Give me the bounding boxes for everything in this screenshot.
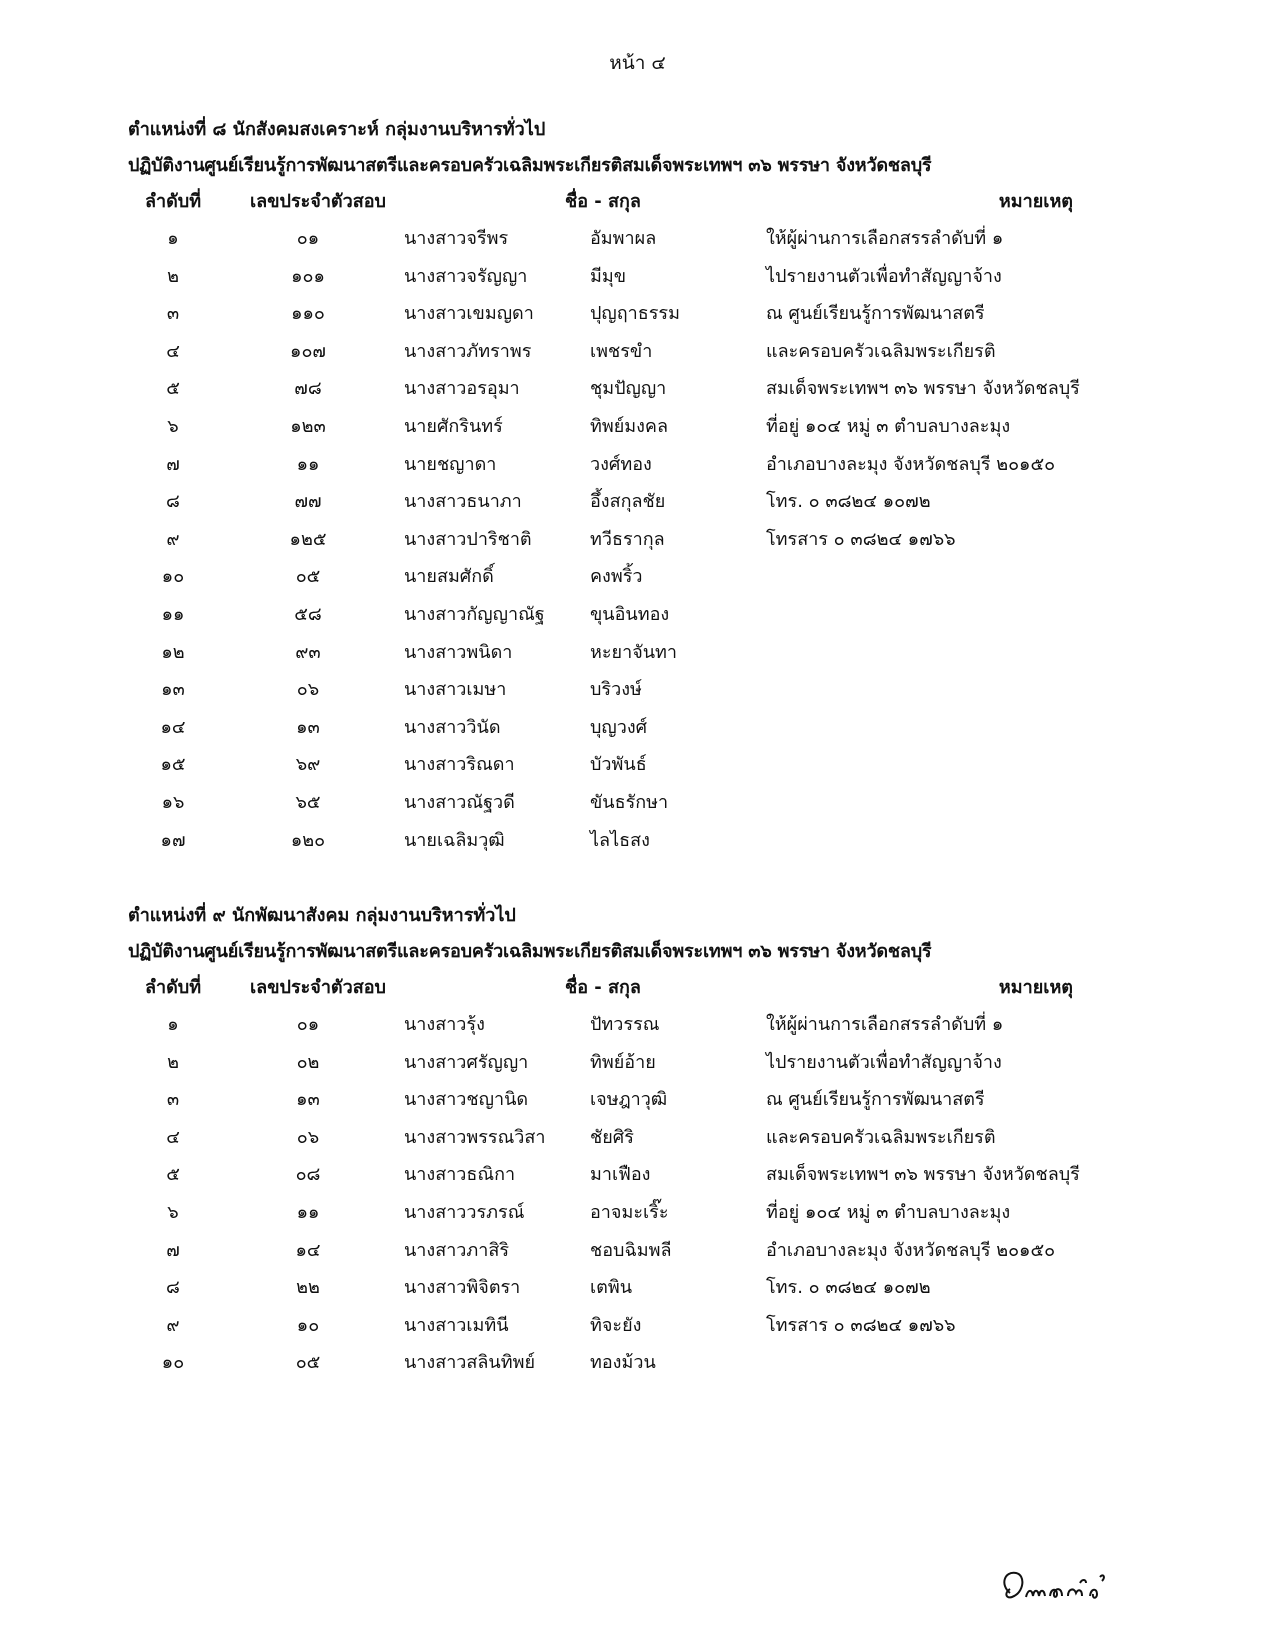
row-order: ๑๒ (161, 641, 185, 663)
row-first-name: นางสาวพรรณวิสา (404, 1126, 546, 1148)
row-first-name: นางสาวจรีพร (404, 228, 509, 249)
row-exam-id: ๗๘ (294, 378, 322, 400)
row-exam-id: ๑๑ (296, 1201, 320, 1223)
table-row (128, 258, 1238, 296)
row-exam-id: ๕๘ (294, 603, 322, 625)
row-last-name: ขันธรักษา (590, 791, 669, 813)
row-remark: ที่อยู่ ๑๐๔ หมู่ ๓ ตำบลบางละมุง (766, 415, 1011, 437)
table-row (128, 746, 1238, 784)
row-first-name: นางสาวธณิกา (404, 1164, 516, 1186)
row-last-name: อัมพาผล (590, 228, 657, 249)
row-last-name: ชอบฉิมพลี (590, 1239, 672, 1261)
row-last-name: ปัทวรรณ (590, 1014, 660, 1035)
table-row (128, 1081, 1238, 1119)
table-row (128, 1269, 1238, 1307)
row-first-name: นางสาวจรัญญา (404, 265, 528, 287)
table-row (128, 408, 1238, 446)
row-first-name: นางสาวชญานิด (404, 1089, 529, 1111)
row-remark: อำเภอบางละมุง จังหวัดชลบุรี ๒๐๑๕๐ (766, 453, 1056, 475)
row-order: ๑๐ (161, 566, 185, 588)
row-first-name: นางสาวภัทราพร (404, 340, 532, 362)
row-first-name: นางสาวศรัญญา (404, 1051, 529, 1073)
table-row (128, 1044, 1238, 1082)
row-remark: อำเภอบางละมุง จังหวัดชลบุรี ๒๐๑๕๐ (766, 1239, 1056, 1261)
row-order: ๑๓ (161, 679, 185, 701)
row-last-name: วงศ์ทอง (590, 453, 652, 475)
row-order: ๒ (167, 265, 179, 287)
row-exam-id: ๑๐๗ (290, 340, 326, 362)
row-exam-id: ๑๒๕ (289, 528, 327, 550)
row-order: ๔ (166, 340, 180, 362)
row-exam-id: ๐๑ (296, 228, 320, 249)
row-remark: ณ ศูนย์เรียนรู้การพัฒนาสตรี (766, 303, 985, 325)
row-last-name: มีมุข (590, 265, 627, 287)
row-last-name: ทิพย์อ้าย (590, 1051, 656, 1073)
row-remark: และครอบครัวเฉลิมพระเกียรติ (766, 1126, 996, 1148)
row-last-name: ทองม้วน (590, 1352, 656, 1374)
table-row (128, 1232, 1238, 1270)
row-exam-id: ๑๐ (296, 1314, 320, 1336)
header-order: ลำดับที่ (144, 191, 202, 212)
row-exam-id: ๐๒ (296, 1051, 320, 1073)
row-remark: ไปรายงานตัวเพื่อทำสัญญาจ้าง (766, 1051, 1002, 1073)
row-order: ๖ (167, 415, 179, 437)
row-exam-id: ๐๘ (295, 1164, 321, 1186)
row-last-name: ชุมปัญญา (590, 378, 667, 400)
table-header (128, 970, 1238, 1006)
row-last-name: บุญวงศ์ (590, 716, 648, 738)
row-exam-id: ๑๒๓ (290, 415, 326, 437)
row-remark: โทร. ๐ ๓๘๒๔ ๑๐๗๒ (766, 491, 931, 513)
row-exam-id: ๐๕ (295, 566, 321, 588)
row-order: ๑ (167, 228, 179, 249)
row-exam-id: ๒๒ (296, 1277, 320, 1299)
row-order: ๗ (166, 453, 180, 475)
row-exam-id: ๑๓ (296, 1089, 320, 1111)
row-order: ๑๖ (161, 791, 185, 813)
row-order: ๑๔ (160, 716, 186, 738)
table-row (128, 558, 1238, 596)
row-last-name: ทิพย์มงคล (590, 415, 669, 437)
row-first-name: นางสาวพิจิตรา (404, 1277, 521, 1299)
header-order: ลำดับที่ (144, 977, 202, 998)
row-remark: โทร. ๐ ๓๘๒๔ ๑๐๗๒ (766, 1277, 931, 1299)
row-order: ๑๗ (160, 829, 186, 851)
row-exam-id: ๑๔ (295, 1239, 321, 1261)
row-exam-id: ๑๐๑ (291, 265, 325, 287)
row-order: ๘ (166, 491, 180, 513)
row-last-name: ชัยศิริ (590, 1126, 634, 1148)
row-first-name: นางสาวริณดา (404, 754, 515, 776)
header-exam-id: เลขประจำตัวสอบ (250, 977, 386, 998)
row-first-name: นางสาววรภรณ์ (404, 1201, 525, 1223)
row-first-name: นายเฉลิมวุฒิ (404, 829, 505, 851)
row-last-name: ไลไธสง (590, 829, 650, 851)
row-last-name: อึ้งสกุลชัย (590, 491, 666, 513)
row-exam-id: ๐๕ (295, 1352, 321, 1374)
page-number: หน้า ๔ (609, 52, 666, 74)
table-row (128, 1006, 1238, 1044)
row-remark: ไปรายงานตัวเพื่อทำสัญญาจ้าง (766, 265, 1002, 287)
header-name: ชื่อ - สกุล (565, 977, 641, 998)
table-row (128, 1307, 1238, 1345)
row-exam-id: ๐๖ (296, 1126, 320, 1148)
work-place: ปฏิบัติงานศูนย์เรียนรู้การพัฒนาสตรีและครอบครัวเฉลิมพระเกียรติสมเด็จพระเทพฯ ๓๖ พรรษา จังหวัดชลบุรี (128, 155, 932, 176)
table-row (128, 784, 1238, 822)
row-last-name: หะยาจันทา (590, 641, 678, 663)
row-last-name: ทิจะยัง (590, 1314, 642, 1336)
table-row (128, 709, 1238, 747)
row-last-name: เจษฎาวุฒิ (590, 1089, 668, 1111)
row-exam-id: ๗๗ (294, 491, 322, 513)
row-order: ๑๕ (160, 754, 186, 776)
table-row (128, 1194, 1238, 1232)
table-row (128, 333, 1238, 371)
row-exam-id: ๖๕ (295, 791, 321, 813)
row-first-name: นางสาวภาสิริ (404, 1239, 510, 1261)
row-first-name: นางสาวณัฐวดี (404, 791, 515, 813)
row-exam-id: ๑๓ (296, 716, 320, 738)
row-order: ๔ (166, 1126, 180, 1148)
row-order: ๒ (167, 1051, 179, 1073)
row-last-name: บัวพันธ์ (590, 754, 647, 776)
row-first-name: นายศักรินทร์ (404, 415, 503, 437)
row-remark: ให้ผู้ผ่านการเลือกสรรลำดับที่ ๑ (766, 228, 1004, 249)
row-order: ๙ (166, 528, 180, 550)
position-title: ตำแหน่งที่ ๙ นักพัฒนาสังคม กลุ่มงานบริหารทั่วไป (128, 905, 516, 926)
position-9-section (128, 898, 1238, 1382)
table-row (128, 596, 1238, 634)
row-order: ๗ (166, 1239, 180, 1261)
row-first-name: นางสาววินัด (404, 716, 501, 738)
row-exam-id: ๙๓ (295, 641, 321, 663)
row-order: ๘ (166, 1277, 180, 1299)
row-last-name: บริวงษ์ (590, 679, 642, 701)
table-row (128, 671, 1238, 709)
header-name: ชื่อ - สกุล (565, 191, 641, 212)
table-row (128, 822, 1238, 860)
row-first-name: นางสาวเมษา (404, 679, 507, 701)
table-row (128, 370, 1238, 408)
position-8-section (128, 112, 1238, 859)
row-first-name: นางสาวอรอุมา (404, 378, 520, 400)
row-last-name: มาเฟือง (590, 1164, 651, 1186)
row-last-name: อาจมะเริ๊ะ (590, 1201, 669, 1223)
row-last-name: เพชรขำ (590, 340, 653, 362)
table-row (128, 1119, 1238, 1157)
table-row (128, 446, 1238, 484)
row-remark: โทรสาร ๐ ๓๘๒๔ ๑๗๖๖ (766, 528, 956, 550)
row-order: ๑๐ (161, 1352, 185, 1374)
header-remark: หมายเหตุ (998, 191, 1073, 212)
row-order: ๕ (166, 378, 180, 400)
candidate-list (128, 1006, 1238, 1382)
table-row (128, 220, 1238, 258)
row-order: ๙ (166, 1314, 180, 1336)
table-row (128, 521, 1238, 559)
row-remark: ณ ศูนย์เรียนรู้การพัฒนาสตรี (766, 1089, 985, 1111)
row-first-name: นางสาวสลินทิพย์ (404, 1352, 536, 1374)
row-first-name: นายสมศักดิ์ (404, 566, 494, 588)
row-order: ๑๑ (161, 603, 185, 625)
row-first-name: นางสาวพนิดา (404, 641, 513, 663)
header-exam-id: เลขประจำตัวสอบ (250, 191, 386, 212)
row-last-name: ปุญฤาธรรม (590, 303, 680, 325)
row-first-name: นางสาวเขมญดา (404, 303, 534, 325)
work-place: ปฏิบัติงานศูนย์เรียนรู้การพัฒนาสตรีและครอบครัวเฉลิมพระเกียรติสมเด็จพระเทพฯ ๓๖ พรรษา จังหวัดชลบุรี (128, 941, 932, 962)
handwritten-signature (996, 1563, 1116, 1611)
row-first-name: นางสาวรุ้ง (404, 1014, 485, 1035)
row-remark: ให้ผู้ผ่านการเลือกสรรลำดับที่ ๑ (766, 1014, 1004, 1035)
row-order: ๖ (167, 1201, 179, 1223)
table-row (128, 295, 1238, 333)
row-remark: สมเด็จพระเทพฯ ๓๖ พรรษา จังหวัดชลบุรี (766, 378, 1080, 400)
row-exam-id: ๑๑๐ (291, 303, 325, 325)
row-exam-id: ๐๑ (296, 1014, 320, 1035)
row-first-name: นางสาวปาริชาติ (404, 528, 532, 550)
row-last-name: ทวีธรากุล (590, 528, 665, 550)
row-remark: ที่อยู่ ๑๐๔ หมู่ ๓ ตำบลบางละมุง (766, 1201, 1011, 1223)
position-title: ตำแหน่งที่ ๘ นักสังคมสงเคราะห์ กลุ่มงานบริหารทั่วไป (128, 119, 546, 140)
row-first-name: นางสาวธนาภา (404, 491, 522, 513)
row-order: ๕ (166, 1164, 180, 1186)
candidate-list (128, 220, 1238, 859)
table-row (128, 483, 1238, 521)
row-remark: โทรสาร ๐ ๓๘๒๔ ๑๗๖๖ (766, 1314, 956, 1336)
table-header (128, 184, 1238, 220)
row-order: ๓ (166, 303, 180, 325)
table-row (128, 1156, 1238, 1194)
header-remark: หมายเหตุ (998, 977, 1073, 998)
row-remark: สมเด็จพระเทพฯ ๓๖ พรรษา จังหวัดชลบุรี (766, 1164, 1080, 1186)
row-last-name: ขุนอินทอง (590, 603, 670, 625)
row-exam-id: ๖๙ (295, 754, 321, 776)
row-first-name: นายชญาดา (404, 453, 497, 475)
row-first-name: นางสาวกัญญาณัฐ (404, 603, 545, 625)
row-exam-id: ๑๒๐ (290, 829, 326, 851)
row-order: ๑ (167, 1014, 179, 1035)
row-remark: และครอบครัวเฉลิมพระเกียรติ (766, 340, 996, 362)
table-row (128, 1344, 1238, 1382)
row-order: ๓ (166, 1089, 180, 1111)
row-first-name: นางสาวเมทินี (404, 1314, 509, 1336)
table-row (128, 634, 1238, 672)
row-exam-id: ๑๑ (296, 453, 320, 475)
row-last-name: เตพิน (590, 1277, 633, 1299)
row-last-name: คงพริ้ว (590, 566, 643, 588)
row-exam-id: ๐๖ (296, 679, 320, 701)
